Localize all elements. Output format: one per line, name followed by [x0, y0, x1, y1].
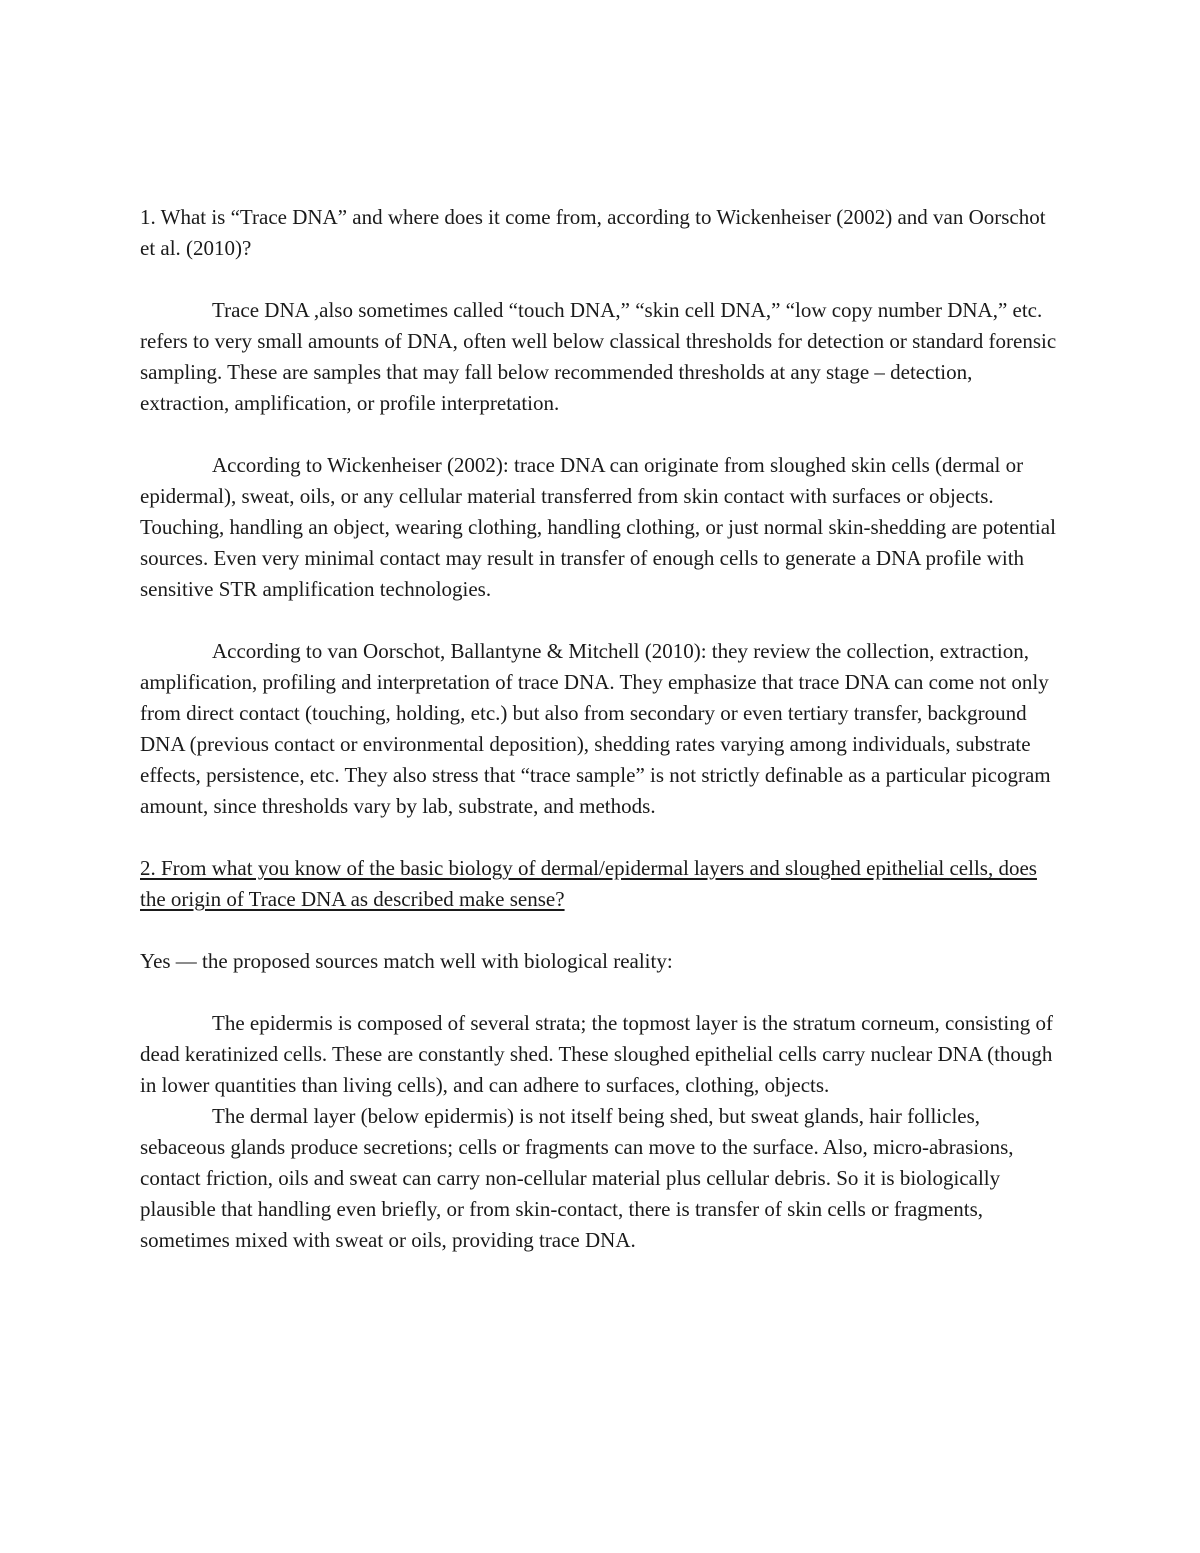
document-page — [140, 202, 1065, 1256]
q1-paragraph-definition: Trace DNA ,also sometimes called “touch DNA,” “skin cell DNA,” “low copy number DNA,” etc. refers to very small amounts of DNA, often well below classical thresholds for detection or standard forensic sampling. These are samples that may fall below recommended thresholds at any stage – detection, extraction, amplification, or profile interpretation. — [140, 298, 1057, 415]
question-1: 1. What is “Trace DNA” and where does it come from, according to Wickenheiser (2002) and van Oorschot et al. (2010)? — [140, 205, 1046, 260]
q2-answer-intro: Yes — the proposed sources match well with biological reality: — [140, 949, 673, 973]
q2-paragraph-epidermis: The epidermis is composed of several strata; the topmost layer is the stratum corneum, consisting of dead keratinized cells. These are constantly shed. These sloughed epithelial cells carry nuclear DNA (though in lower quantities than living cells), and can adhere to surfaces, clothing, objects. — [140, 1011, 1053, 1097]
q1-paragraph-van-oorschot: According to van Oorschot, Ballantyne & Mitchell (2010): they review the collection, extraction, amplification, profiling and interpretation of trace DNA. They emphasize that trace DNA can come not only from direct contact (touching, holding, etc.) but also from secondary or even tertiary transfer, background DNA (previous contact or environmental deposition), shedding rates varying among individuals, substrate effects, persistence, etc. They also stress that “trace sample” is not strictly definable as a particular picogram amount, since thresholds vary by lab, substrate, and methods. — [140, 639, 1051, 818]
q1-paragraph-wickenheiser: According to Wickenheiser (2002): trace DNA can originate from sloughed skin cells (dermal or epidermal), sweat, oils, or any cellular material transferred from skin contact with surfaces or objects. Touching, handling an object, wearing clothing, handling clothing, or just normal skin-shedding are potential sources. Even very minimal contact may result in transfer of enough cells to generate a DNA profile with sensitive STR amplification technologies. — [140, 453, 1056, 601]
question-2: 2. From what you know of the basic biology of dermal/epidermal layers and sloughed epithelial cells, does the origin of Trace DNA as described make sense? — [140, 856, 1037, 911]
q2-paragraph-dermis: The dermal layer (below epidermis) is not itself being shed, but sweat glands, hair follicles, sebaceous glands produce secretions; cells or fragments can move to the surface. Also, micro-abrasions, contact friction, oils and sweat can carry non-cellular material plus cellular debris. So it is biologically plausible that handling even briefly, or from skin-contact, there is transfer of skin cells or fragments, sometimes mixed with sweat or oils, providing trace DNA. — [140, 1104, 1014, 1252]
